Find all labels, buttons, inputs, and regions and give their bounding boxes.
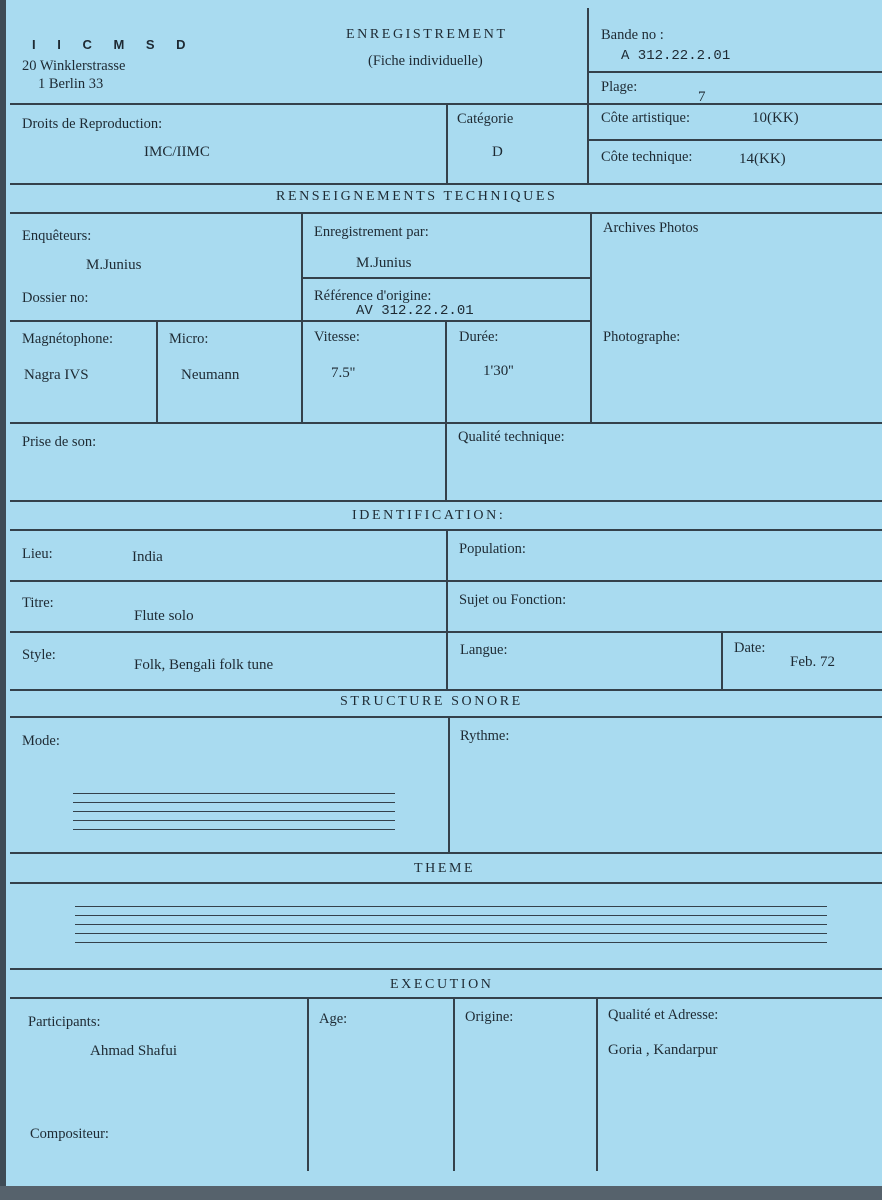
droits-value: IMC/IIMC: [144, 144, 210, 160]
org-street: 20 Winklerstrasse: [22, 58, 126, 74]
vitesse-label: Vitesse:: [314, 329, 360, 345]
divider: [301, 213, 303, 423]
participants-value: Ahmad Shafui: [90, 1043, 178, 1059]
lieu-label: Lieu:: [22, 546, 53, 562]
cote-artistique-value: 10(KK): [752, 110, 799, 126]
divider: [10, 320, 590, 322]
divider: [587, 8, 589, 184]
divider: [448, 717, 450, 853]
enregistrement-value: M.Junius: [356, 255, 412, 271]
vitesse-value: 7.5'': [331, 365, 356, 381]
qualite-technique-label: Qualité technique:: [458, 429, 565, 445]
plage-value: 7: [698, 89, 706, 105]
magnetophone-value: Nagra IVS: [24, 367, 89, 383]
population-label: Population:: [459, 541, 526, 557]
divider: [446, 104, 448, 184]
divider: [596, 998, 598, 1171]
divider: [588, 71, 882, 73]
divider: [10, 500, 882, 502]
section-heading-technique: RENSEIGNEMENTS TECHNIQUES: [276, 189, 558, 204]
divider: [10, 183, 882, 185]
langue-label: Langue:: [460, 642, 508, 658]
divider: [307, 998, 309, 1171]
form-subtitle: (Fiche individuelle): [368, 53, 483, 69]
reference-label: Référence d'origine:: [314, 288, 432, 304]
divider: [10, 631, 882, 633]
divider: [721, 632, 723, 690]
staff-line: [75, 915, 827, 916]
duree-value: 1'30'': [483, 363, 514, 379]
divider: [588, 139, 882, 141]
divider: [10, 852, 882, 854]
titre-label: Titre:: [22, 595, 54, 611]
staff-line: [73, 829, 395, 830]
droits-label: Droits de Reproduction:: [22, 116, 163, 132]
qualite-adresse-value: Goria , Kandarpur: [608, 1042, 718, 1058]
staff-line: [75, 942, 827, 943]
divider: [156, 321, 158, 423]
divider: [453, 998, 455, 1171]
enqueteurs-label: Enquêteurs:: [22, 228, 92, 244]
staff-line: [75, 933, 827, 934]
origine-label: Origine:: [465, 1009, 514, 1025]
divider: [446, 530, 448, 690]
divider: [10, 716, 882, 718]
card-edge: [0, 0, 6, 1200]
cote-technique-label: Côte technique:: [601, 149, 693, 165]
photographe-label: Photographe:: [603, 329, 681, 345]
card-edge: [0, 1186, 882, 1200]
section-heading-identification: IDENTIFICATION:: [352, 508, 506, 523]
categorie-label: Catégorie: [457, 111, 514, 127]
qualite-adresse-label: Qualité et Adresse:: [608, 1007, 719, 1023]
micro-label: Micro:: [169, 331, 209, 347]
style-value: Folk, Bengali folk tune: [134, 657, 274, 673]
section-heading-theme: THEME: [414, 861, 476, 876]
divider: [10, 968, 882, 970]
enregistrement-label: Enregistrement par:: [314, 224, 429, 240]
divider: [10, 580, 882, 582]
divider: [10, 422, 882, 424]
divider: [302, 277, 590, 279]
plage-label: Plage:: [601, 79, 638, 95]
divider: [445, 321, 447, 501]
titre-value: Flute solo: [134, 608, 194, 624]
age-label: Age:: [319, 1011, 348, 1027]
divider: [10, 689, 882, 691]
cote-technique-value: 14(KK): [739, 151, 786, 167]
section-heading-structure: STRUCTURE SONORE: [340, 694, 523, 709]
duree-label: Durée:: [459, 329, 499, 345]
section-heading-execution: EXECUTION: [390, 977, 494, 992]
staff-line: [73, 820, 395, 821]
participants-label: Participants:: [28, 1014, 101, 1030]
mode-label: Mode:: [22, 733, 60, 749]
date-value: Feb. 72: [790, 654, 835, 670]
form-title: ENREGISTREMENT: [346, 27, 508, 42]
micro-value: Neumann: [181, 367, 240, 383]
staff-line: [73, 802, 395, 803]
reference-value: AV 312.22.2.01: [356, 303, 474, 319]
dossier-label: Dossier no:: [22, 290, 89, 306]
org-name: I I C M S D: [32, 37, 195, 52]
categorie-value: D: [492, 144, 503, 160]
divider: [10, 212, 882, 214]
divider: [10, 882, 882, 884]
compositeur-label: Compositeur:: [30, 1126, 109, 1142]
rythme-label: Rythme:: [460, 728, 510, 744]
staff-line: [73, 811, 395, 812]
archives-label: Archives Photos: [603, 220, 699, 236]
staff-line: [75, 906, 827, 907]
enqueteurs-value: M.Junius: [86, 257, 142, 273]
cote-artistique-label: Côte artistique:: [601, 110, 690, 126]
prise-de-son-label: Prise de son:: [22, 434, 97, 450]
style-label: Style:: [22, 647, 56, 663]
bande-label: Bande no :: [601, 27, 664, 43]
org-city: 1 Berlin 33: [38, 76, 104, 92]
staff-line: [75, 924, 827, 925]
sujet-label: Sujet ou Fonction:: [459, 592, 567, 608]
staff-line: [73, 793, 395, 794]
divider: [590, 213, 592, 423]
divider: [10, 997, 882, 999]
date-label: Date:: [734, 640, 766, 656]
lieu-value: India: [132, 549, 163, 565]
bande-value: A 312.22.2.01: [621, 48, 731, 64]
magnetophone-label: Magnétophone:: [22, 331, 114, 347]
